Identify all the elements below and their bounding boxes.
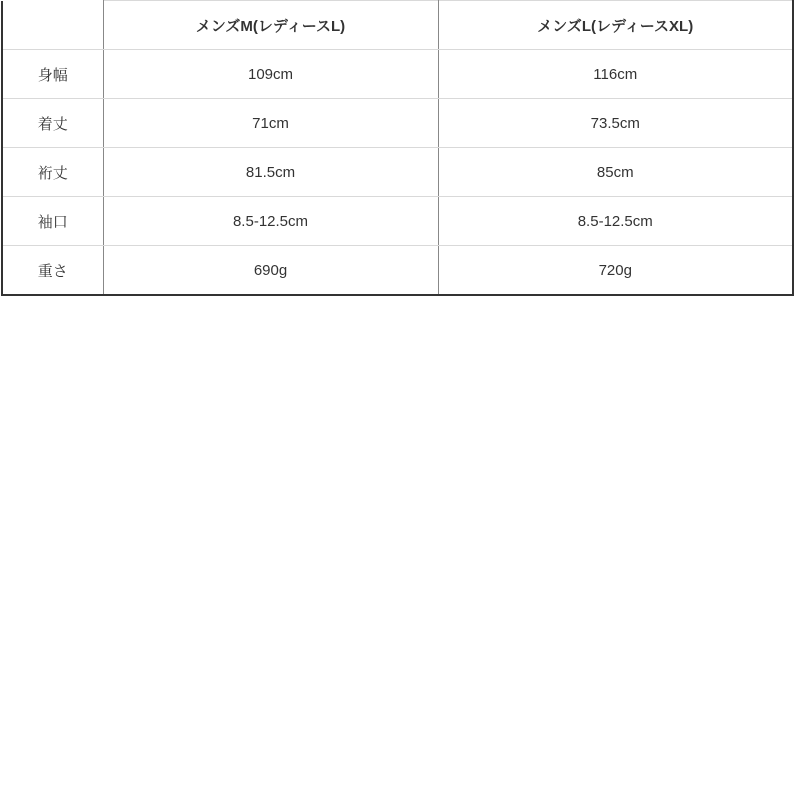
row-label: 袖口 bbox=[2, 197, 103, 246]
cell-value: 690g bbox=[103, 246, 438, 296]
size-chart-header bbox=[2, 1, 793, 50]
header-row bbox=[2, 1, 793, 50]
size-chart-table bbox=[1, 0, 794, 296]
table-row bbox=[2, 99, 793, 148]
cell-value: 81.5cm bbox=[103, 148, 438, 197]
table-row bbox=[2, 197, 793, 246]
corner-cell bbox=[2, 1, 103, 50]
cell-value: 8.5-12.5cm bbox=[438, 197, 793, 246]
size-chart-body bbox=[2, 50, 793, 296]
cell-value: 8.5-12.5cm bbox=[103, 197, 438, 246]
row-label: 着丈 bbox=[2, 99, 103, 148]
column-header-mens-m: メンズM(レディースL) bbox=[103, 1, 438, 50]
row-label: 重さ bbox=[2, 246, 103, 296]
table-row bbox=[2, 50, 793, 99]
cell-value: 71cm bbox=[103, 99, 438, 148]
table-row bbox=[2, 246, 793, 296]
cell-value: 109cm bbox=[103, 50, 438, 99]
cell-value: 116cm bbox=[438, 50, 793, 99]
cell-value: 85cm bbox=[438, 148, 793, 197]
cell-value: 720g bbox=[438, 246, 793, 296]
cell-value: 73.5cm bbox=[438, 99, 793, 148]
table-row bbox=[2, 148, 793, 197]
row-label: 裄丈 bbox=[2, 148, 103, 197]
column-header-mens-l: メンズL(レディースXL) bbox=[438, 1, 793, 50]
row-label: 身幅 bbox=[2, 50, 103, 99]
